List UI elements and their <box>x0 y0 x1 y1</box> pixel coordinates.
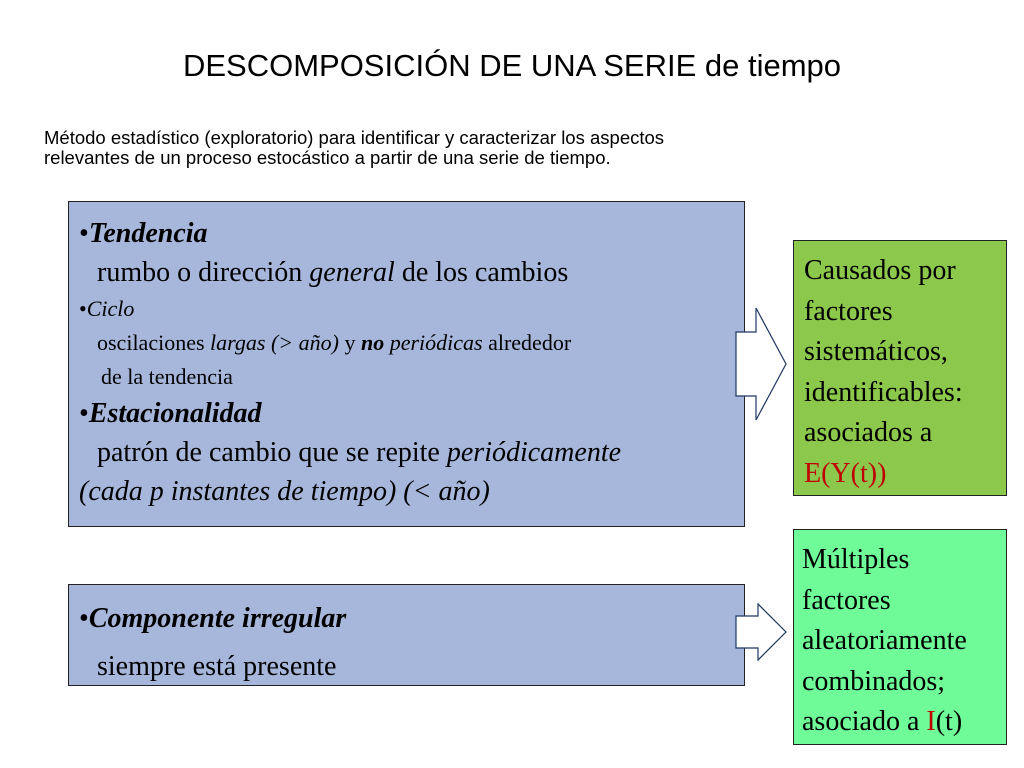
bullet: • <box>79 603 89 634</box>
ciclo-text-c: y <box>338 330 361 355</box>
right-arrow-icon <box>736 308 786 420</box>
estacionalidad-description <box>79 433 744 472</box>
slide-title: DESCOMPOSICIÓN DE UNA SERIE de tiempo <box>182 48 842 83</box>
irregular-description: siempre está presente <box>97 651 337 682</box>
ciclo-description <box>79 326 744 360</box>
random-line-2: factores <box>802 584 891 616</box>
estacionalidad-label: Estacionalidad <box>88 398 262 429</box>
irregular-label: Componente irregular <box>88 603 347 634</box>
ciclo-text-b: largas (> año) <box>210 330 339 355</box>
random-line-5 <box>802 702 1006 743</box>
bullet: • <box>79 398 89 429</box>
ciclo-text-f: periódicas <box>389 330 483 355</box>
bullet: • <box>79 296 87 321</box>
systematic-line-1: Causados por <box>804 255 956 286</box>
bullet: • <box>79 218 89 249</box>
random-line-5-prefix: asociado a <box>802 706 927 737</box>
tendencia-text-a: rumbo o dirección <box>97 257 310 288</box>
ciclo-label: Ciclo <box>86 296 135 321</box>
irregular-expression-tail: (t) <box>935 706 963 737</box>
expected-value-expression: E(Y(t)) <box>804 457 887 489</box>
tendencia-description <box>79 253 744 292</box>
ciclo-text-a: oscilaciones <box>97 330 211 355</box>
ciclo-heading <box>79 292 744 326</box>
ciclo-description-2: de la tendencia <box>101 364 233 389</box>
ciclo-text-d: no <box>360 330 385 355</box>
intro-text <box>44 128 944 168</box>
random-factors-box <box>793 529 1007 745</box>
estac-text-b: periódicamente <box>446 437 622 468</box>
random-line-1: Múltiples <box>802 544 910 575</box>
irregular-expression-head: I <box>926 706 936 737</box>
tendencia-label: Tendencia <box>88 218 208 249</box>
right-arrow-icon <box>736 604 786 660</box>
systematic-factors-box <box>793 240 1007 496</box>
tendencia-text-b: general <box>309 257 395 288</box>
systematic-line-2: factores <box>804 295 893 327</box>
intro-line-1: Método estadístico (exploratorio) para identificar y caracterizar los aspectos <box>44 127 665 148</box>
systematic-line-4: identificables: <box>804 376 963 408</box>
estac-text-a: patrón de cambio que se repite <box>97 437 447 468</box>
tendencia-text-c: de los cambios <box>394 257 569 288</box>
estac-text-c: (cada p instantes de tiempo) (< año) <box>79 476 490 507</box>
estacionalidad-description-2 <box>79 472 744 511</box>
intro-line-2: relevantes de un proceso estocástico a partir de una serie de tiempo. <box>44 147 611 168</box>
systematic-line-3: sistemáticos, <box>804 336 948 367</box>
irregular-heading <box>79 599 744 638</box>
random-line-4: combinados; <box>802 665 946 697</box>
systematic-line-5: asociados a <box>804 417 933 448</box>
irregular-component-box <box>68 584 745 686</box>
estacionalidad-heading <box>79 394 744 433</box>
tendencia-heading <box>79 214 744 253</box>
random-line-3: aleatoriamente <box>802 625 967 656</box>
ciclo-text-g: alrededor <box>482 330 572 355</box>
components-box <box>68 201 745 527</box>
